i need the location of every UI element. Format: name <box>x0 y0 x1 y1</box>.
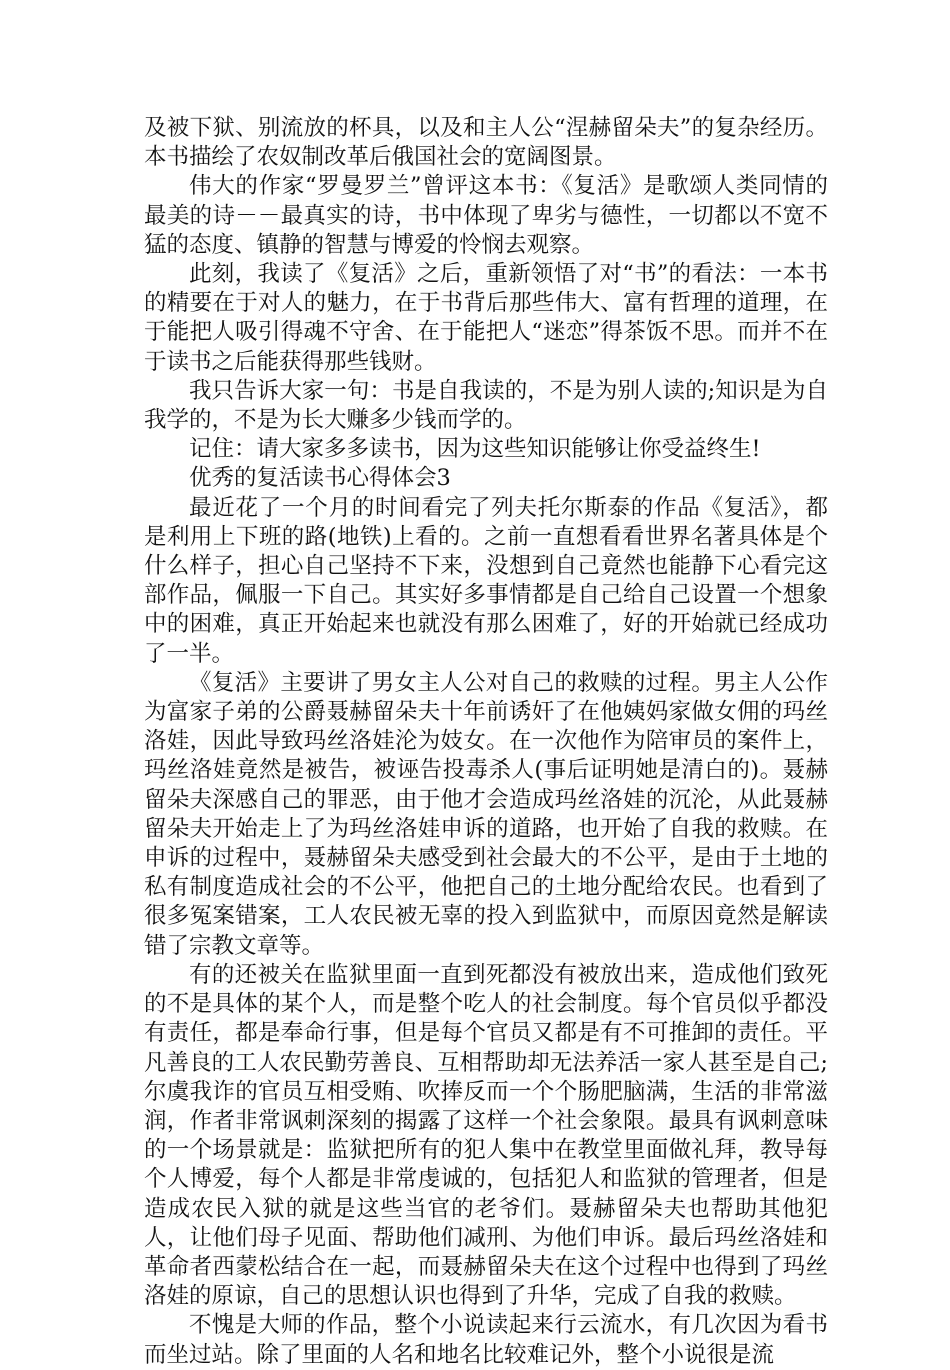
section-heading: 优秀的复活读书心得体会3 <box>189 465 451 492</box>
paragraph-view-of-books: 此刻，我读了《复活》之后，重新领悟了对“书”的看法：一本书的精要在于对人的魅力，在于书背后那些伟大、富有哲理的道理，在于能把人吸引得魂不守舍、在于能把人“迷恋”得茶饭不思。而并不在于读书之后能获得那些钱财。 <box>144 261 828 375</box>
paragraph-remember: 记住：请大家多多读书，因为这些知识能够让你受益终生! <box>189 436 761 463</box>
paragraph-romain-rolland-quote: 伟大的作家“罗曼罗兰”曾评这本书：《复活》是歌颂人类同情的最美的诗－－最真实的诗，书中体现了卑劣与德性，一切都以不宽不猛的态度、镇静的智慧与博爱的怜悯去观察。 <box>144 173 828 258</box>
paragraph-continuation: 及被下狱、别流放的杯具，以及和主人公“涅赫留朵夫”的复杂经历。本书描绘了农奴制改革后俄国社会的宽阔图景。 <box>144 115 828 171</box>
paragraph-plot-summary: 《复活》主要讲了男女主人公对自己的救赎的过程。男主人公作为富家子弟的公爵聂赫留朵夫十年前诱奸了在他姨妈家做女佣的玛丝洛娃，因此导致玛丝洛娃沦为妓女。在一次他作为陪审员的案件上，玛丝洛娃竟然是被告，被诬告投毒杀人(事后证明她是清白的)。聂赫留朵夫深感自己的罪恶，由于他才会造成玛丝洛娃的沉沦，从此聂赫留朵夫开始走上了为玛丝洛娃申诉的道路，也开始了自我的救赎。在申诉的过程中，聂赫留朵夫感受到社会最大的不公平，是由于土地的私有制度造成社会的不公平，他把自己的土地分配给农民。也看到了很多冤案错案，工人农民被无辜的投入到监狱中，而原因竟然是解读错了宗教文章等。 <box>144 669 828 959</box>
document-page <box>144 114 828 1370</box>
paragraph-social-critique: 有的还被关在监狱里面一直到死都没有被放出来，造成他们致死的不是具体的某个人，而是整个吃人的社会制度。每个官员似乎都没有责任，都是奉命行事，但是每个官员又都是有不可推卸的责任。平凡善良的工人农民勤劳善良、互相帮助却无法养活一家人甚至是自己;尔虞我诈的官员互相受贿、吹捧反而一个个肠肥脑满，生活的非常滋润，作者非常讽刺深刻的揭露了这样一个社会象限。最具有讽刺意味的一个场景就是：监狱把所有的犯人集中在教堂里面做礼拜，教导每个人博爱，每个人都是非常虔诚的，包括犯人和监狱的管理者，但是造成农民入狱的就是这些当官的老爷们。聂赫留朵夫也帮助其他犯人，让他们母子见面、帮助他们减刑、为他们申诉。最后玛丝洛娃和革命者西蒙松结合在一起，而聂赫留朵夫在这个过程中也得到了玛丝洛娃的原谅，自己的思想认识也得到了升华，完成了自我的救赎。 <box>144 961 828 1310</box>
paragraph-masterpiece: 不愧是大师的作品，整个小说读起来行云流水，有几次因为看书而坐过站。除了里面的人名和地名比较难记外，整个小说很是流 <box>144 1312 828 1368</box>
paragraph-reading-experience: 最近花了一个月的时间看完了列夫托尔斯泰的作品《复活》，都是利用上下班的路(地铁)上看的。之前一直想看看世界名著具体是个什么样子，担心自己坚持不下来，没想到自己竟然也能静下心看完这部作品，佩服一下自己。其实好多事情都是自己给自己设置一个想象中的困难，真正开始起来也就没有那么困难了，好的开始就已经成功了一半。 <box>144 494 828 667</box>
paragraph-read-for-yourself: 我只告诉大家一句：书是自我读的，不是为别人读的;知识是为自我学的，不是为长大赚多少钱而学的。 <box>144 377 828 434</box>
